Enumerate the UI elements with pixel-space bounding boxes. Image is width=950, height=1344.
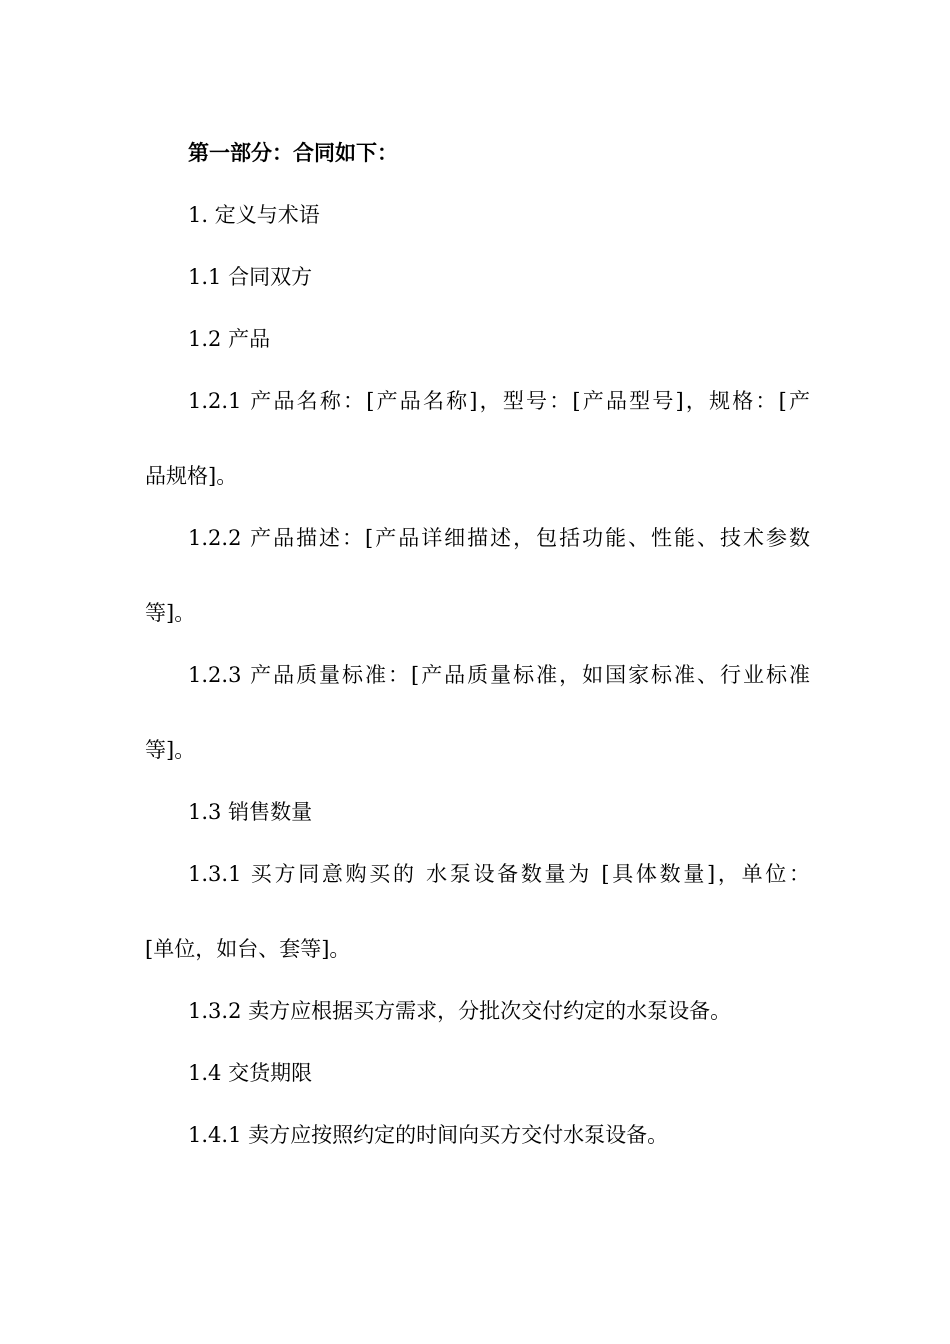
section-1: 1. 定义与术语 (188, 203, 320, 227)
section-1-2-2-line2: 等]。 (145, 601, 196, 625)
section-1-4: 1.4 交货期限 (188, 1061, 313, 1085)
section-1-2-2-line1: 1.2.2 产品描述：[产品详细描述，包括功能、性能、技术参数 (188, 526, 810, 550)
section-1-3-1-line1: 1.3.1 买方同意购买的 水泵设备数量为 [具体数量]，单位： (188, 862, 810, 886)
section-1-3-1-line2: [单位，如台、套等]。 (145, 937, 351, 961)
part-heading: 第一部分：合同如下： (188, 141, 398, 165)
section-1-2-3-line1: 1.2.3 产品质量标准：[产品质量标准，如国家标准、行业标准 (188, 663, 810, 687)
section-1-4-1: 1.4.1 卖方应按照约定的时间向买方交付水泵设备。 (188, 1123, 669, 1147)
section-1-2-3-line2: 等]。 (145, 738, 196, 762)
section-1-2: 1.2 产品 (188, 327, 271, 351)
section-1-2-1-line1: 1.2.1 产品名称：[产品名称]，型号：[产品型号]，规格：[产 (188, 389, 810, 413)
section-1-3-2: 1.3.2 卖方应根据买方需求，分批次交付约定的水泵设备。 (188, 999, 732, 1023)
section-1-3: 1.3 销售数量 (188, 800, 313, 824)
section-1-2-1-line2: 品规格]。 (145, 464, 238, 488)
section-1-1: 1.1 合同双方 (188, 265, 313, 289)
